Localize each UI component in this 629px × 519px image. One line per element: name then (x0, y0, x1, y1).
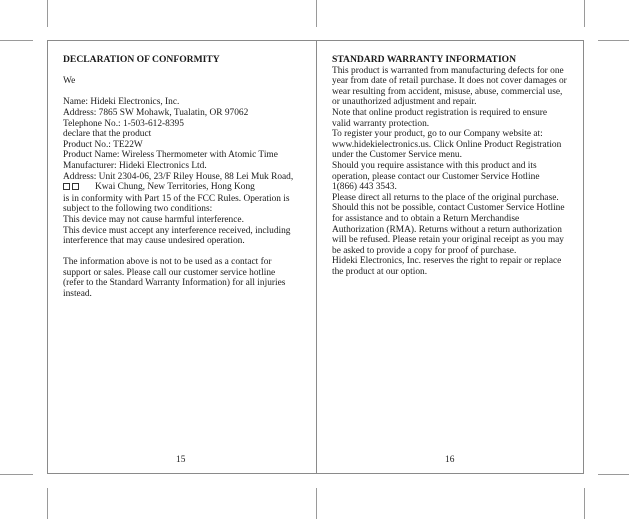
warranty-line: year from date of retail purchase. It does not cover damages or (332, 76, 567, 87)
missing-glyph-icon (63, 183, 81, 194)
warranty-line: 1(866) 443 3543. (332, 182, 397, 193)
warranty-heading: STANDARD WARRANTY INFORMATION (332, 54, 517, 65)
crop-mark (584, 0, 585, 27)
conformity-line: is in conformity with Part 15 of the FCC Rules. Operation is (63, 193, 290, 204)
crop-mark (584, 488, 585, 519)
warranty-line: This product is warranted from manufacturing defects for one (332, 65, 564, 76)
crop-mark (47, 488, 48, 519)
declaration-heading: DECLARATION OF CONFORMITY (63, 54, 220, 65)
crop-mark (0, 40, 33, 41)
right-page (332, 55, 572, 277)
warranty-line: Authorization (RMA). Returns without a return authorization (332, 224, 562, 235)
manufacturer-address-line: Address: Unit 2304-06, 23/F Riley House, 88 Lei Muk Road, (63, 171, 294, 182)
notice-line: The information above is not to be used as a contact for (63, 257, 272, 268)
declare-line: declare that the product (63, 129, 152, 140)
we-text: We (63, 76, 76, 87)
crop-mark (598, 40, 629, 41)
notice-line: instead. (63, 289, 92, 300)
manufacturer-line: Manufacturer: Hideki Electronics Ltd. (63, 160, 207, 171)
warranty-line: Hideki Electronics, Inc. reserves the right to repair or replace (332, 256, 562, 267)
warranty-line: for assistance and to obtain a Return Merchandise (332, 213, 520, 224)
address-cont-text: Kwai Chung, New Territories, Hong Kong (95, 182, 255, 193)
warranty-line: valid warranty protection. (332, 118, 430, 129)
warranty-line: To register your product, go to our Company website at: (332, 129, 543, 140)
page-divider (316, 40, 317, 474)
warranty-line: Should this not be possible, contact Customer Service Hotline (332, 203, 565, 214)
page-number-left: 15 (176, 455, 186, 465)
conditions-line: subject to the following two conditions: (63, 204, 213, 215)
warranty-line: Note that online product registration is required to ensure (332, 107, 548, 118)
warranty-line: under the Customer Service menu. (332, 150, 462, 161)
condition-two-cont: interference that may cause undesired operation. (63, 236, 245, 247)
crop-mark (0, 474, 33, 475)
warranty-line: www.hidekielectronics.us. Click Online Product Registration (332, 139, 562, 150)
condition-one: This device may not cause harmful interference. (63, 214, 244, 225)
warranty-line: Should you require assistance with this product and its (332, 160, 537, 171)
manufacturer-address-cont (63, 182, 303, 194)
left-page (63, 55, 303, 300)
name-line: Name: Hideki Electronics, Inc. (63, 97, 180, 108)
crop-mark (47, 0, 48, 27)
notice-line: (refer to the Standard Warranty Information) for all injuries (63, 278, 286, 289)
crop-mark (598, 474, 629, 475)
crop-mark (316, 488, 317, 519)
warranty-line: be asked to provide a copy for proof of purchase. (332, 245, 517, 256)
notice-line: support or sales. Please call our customer service hotline (63, 267, 276, 278)
warranty-line: operation, please contact our Customer Service Hotline (332, 171, 540, 182)
condition-two: This device must accept any interference received, including (63, 225, 291, 236)
warranty-line: the product at our option. (332, 266, 428, 277)
warranty-line: Please direct all returns to the place of the original purchase. (332, 192, 559, 203)
warranty-line: wear resulting from accident, misuse, abuse, commercial use, (332, 86, 563, 97)
warranty-line: will be refused. Please retain your original receipt as you may (332, 235, 564, 246)
product-no-line: Product No.: TE22W (63, 139, 143, 150)
crop-mark (316, 0, 317, 27)
telephone-line: Telephone No.: 1-503-612-8395 (63, 118, 184, 129)
warranty-line: or unauthorized adjustment and repair. (332, 97, 477, 108)
address-line: Address: 7865 SW Mohawk, Tualatin, OR 97062 (63, 107, 249, 118)
page-number-right: 16 (445, 455, 455, 465)
product-name-line: Product Name: Wireless Thermometer with Atomic Time (63, 150, 278, 161)
